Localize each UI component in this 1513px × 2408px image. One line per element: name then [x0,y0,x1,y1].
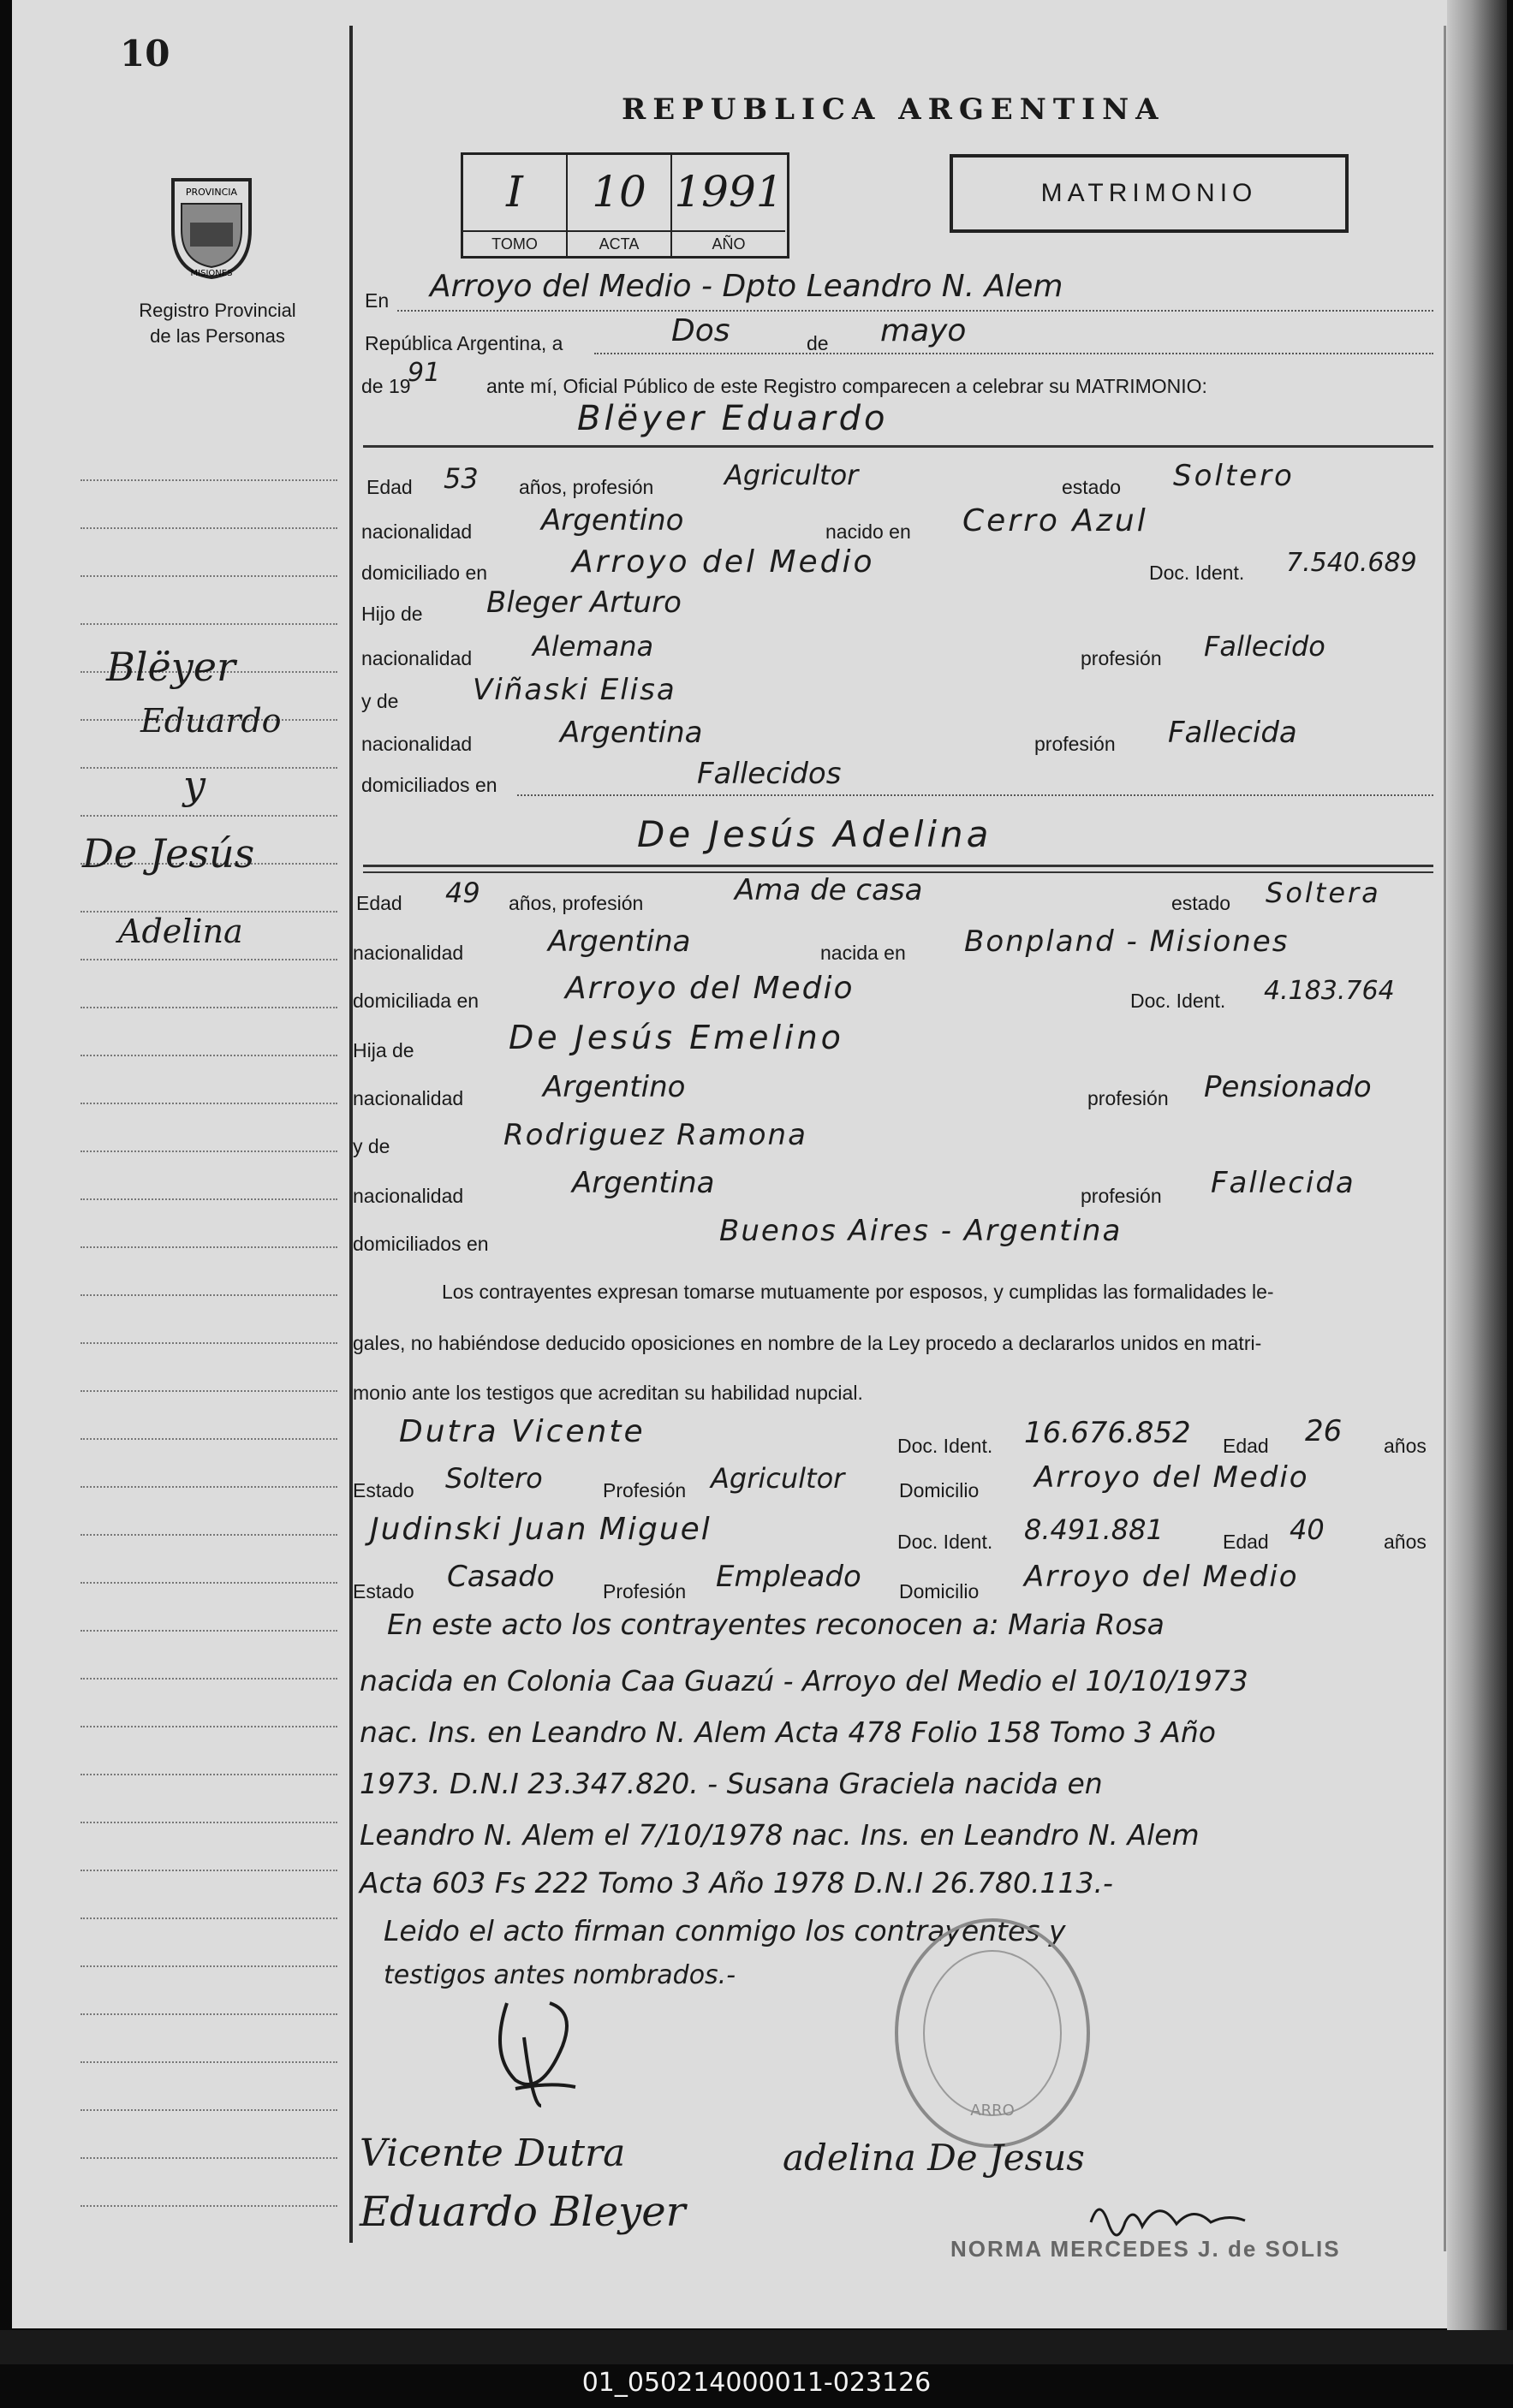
margin-bride-surname: De Jesús [82,830,255,877]
bride-parents-domicile: Buenos Aires - Argentina [719,1214,1123,1248]
bride-mother: Rodriguez Ramona [503,1118,807,1152]
note-line-4: 1973. D.N.I 23.347.820. - Susana Graciela nacida en [360,1767,1103,1800]
margin-divider [349,26,353,2243]
bride-father: De Jesús Emelino [509,1019,844,1056]
year-suffix: 91 [408,358,441,388]
registry-line1: Registro Provincial [139,300,296,321]
profesion-label-2: profesión [1034,733,1116,755]
bride-nationality: Argentina [548,925,691,959]
acta-cell [568,155,672,230]
note-line-6: Acta 603 Fs 222 Tomo 3 Año 1978 D.N.I 26.780.113.- [360,1866,1113,1900]
margin-groom-surname: Blëyer [106,644,235,690]
bride-father-profession: Pensionado [1204,1070,1372,1104]
witness1-doc: 16.676.852 [1024,1416,1191,1450]
scan-bottom-strip [0,2330,1513,2364]
provincial-seal-icon [164,169,259,281]
nacionalidad-label-2: nacionalidad [361,647,473,669]
bride-y-de-label: y de [353,1135,390,1157]
right-border [1444,26,1446,2251]
bride-nacionalidad-label-3: nacionalidad [353,1185,464,1207]
margin-conjunction: y [183,762,206,808]
note-line-1: En este acto los contrayentes reconocen a: Maria Rosa [387,1608,1165,1641]
seal-top-text: PROVINCIA [185,187,238,198]
witness1-profesion-label: Profesión [603,1479,687,1501]
doc-ident-label: Doc. Ident. [1149,562,1245,584]
hijo-de-label: Hijo de [361,603,423,625]
witness1-anos-label: años [1384,1435,1427,1457]
registry-line2: de las Personas [150,325,285,347]
groom-mother-nationality: Argentina [560,716,703,750]
witness1-domicilio-label: Domicilio [899,1479,980,1501]
witness2-profesion-label: Profesión [603,1580,687,1602]
bride-mother-nationality: Argentina [572,1166,715,1200]
witness1-age: 26 [1305,1414,1343,1448]
bride-name: De Jesús Adelina [637,813,992,855]
registry-name [89,298,346,349]
acta-value: 10 [592,167,646,217]
seal-bottom-text: MISIONES [190,269,233,278]
groom-mother: Viñaski Elisa [473,673,676,707]
groom-father: Bleger Arturo [486,586,682,620]
bride-domiciliados-en-label: domiciliados en [353,1233,489,1255]
bride-nacionalidad-label-2: nacionalidad [353,1087,464,1109]
bride-profession: Ama de casa [735,873,923,907]
groom-father-profession: Fallecido [1204,630,1325,663]
witness1-name: Dutra Vicente [399,1414,646,1449]
acta-label: ACTA [568,230,672,256]
groom-parents-domicile: Fallecidos [697,757,842,791]
nacida-en-label: nacida en [820,942,906,964]
certificate-page [12,0,1472,2328]
year-prefix: de 19 [361,375,411,397]
bride-edad-label: Edad [356,892,402,914]
book-reference-box [461,152,789,259]
page-number: 10 [120,33,170,74]
witness2-profession: Empleado [716,1560,861,1594]
bride-nacionalidad-label: nacionalidad [353,942,464,964]
republica-label: República Argentina, a [365,332,563,354]
witness2-edad-label: Edad [1223,1531,1269,1553]
declaration-line-1: Los contrayentes expresan tomarse mutuamente por esposos, y cumplidas las formalidades le- [442,1281,1274,1303]
month-value: mayo [880,313,967,348]
witness2-anos-label: años [1384,1531,1427,1553]
witness2-domicilio-label: Domicilio [899,1580,980,1602]
domiciliado-en-label: domiciliado en [361,562,488,584]
groom-birthplace: Cerro Azul [962,503,1148,538]
ano-cell [672,155,785,230]
domiciliados-en-label: domiciliados en [361,774,497,796]
de-label: de [807,332,829,354]
bride-mother-profession: Fallecida [1211,1166,1355,1200]
groom-age: 53 [444,462,479,495]
official-stamp-icon [890,1913,1095,2153]
groom-name: Blëyer Eduardo [577,399,889,438]
declaration-line-2: gales, no habiéndose deducido oposiciones en nombre de la Ley procedo a declararlos unidos en matri- [353,1332,1262,1354]
intro-text: ante mí, Oficial Público de este Registro comparecen a celebrar su MATRIMONIO: [486,375,1207,397]
bride-rule-top [363,865,1433,867]
note-line-3: nac. Ins. en Leandro N. Alem Acta 478 Folio 158 Tomo 3 Año [360,1715,1216,1749]
en-label: En [365,289,390,312]
anos-profesion-label: años, profesión [519,476,654,498]
groom-civil-status: Soltero [1173,459,1295,493]
groom-parents-line [517,794,1433,796]
tomo-label: TOMO [463,230,568,256]
tomo-cell [463,155,568,230]
groom-rule [363,445,1433,448]
signature-groom: Eduardo Bleyer [360,2188,686,2236]
bride-doc-ident-label: Doc. Ident. [1130,990,1226,1012]
margin-bride-name: Adelina [118,913,243,950]
witness1-estado-label: Estado [353,1479,414,1501]
nacionalidad-label-3: nacionalidad [361,733,473,755]
record-type-box: MATRIMONIO [950,154,1349,233]
ano-value: 1991 [674,167,783,217]
bride-civil-status: Soltera [1266,877,1381,909]
bride-estado-label: estado [1171,892,1231,914]
officiant-signature-icon [481,1986,593,2114]
witness1-edad-label: Edad [1223,1435,1269,1457]
groom-domicile: Arroyo del Medio [572,544,875,580]
stamp-text: ARRO [970,2102,1015,2120]
witness2-status: Casado [447,1560,555,1594]
bride-father-nationality: Argentino [543,1070,686,1104]
signature-witness1: Vicente Dutra [360,2132,626,2175]
book-page-edge [1447,0,1507,2363]
bride-age: 49 [445,877,480,909]
signature-bride: adelina De Jesus [783,2137,1085,2179]
witness2-age: 40 [1290,1513,1325,1546]
bride-anos-profesion-label: años, profesión [509,892,644,914]
footer-image-id: 01_050214000011-023126 [581,2368,932,2398]
y-de-label: y de [361,690,399,712]
tomo-value: I [506,167,523,217]
edad-label: Edad [366,476,413,498]
witness2-name: Judinski Juan Miguel [370,1512,712,1547]
note-line-2: nacida en Colonia Caa Guazú - Arroyo del Medio el 10/10/1973 [360,1664,1248,1697]
day-value: Dos [671,313,730,348]
nacido-en-label: nacido en [825,520,911,543]
bride-domicile: Arroyo del Medio [565,971,855,1006]
hija-de-label: Hija de [353,1039,414,1061]
place-line [397,310,1433,312]
bride-doc: 4.183.764 [1264,976,1395,1006]
bride-profesion-label: profesión [1087,1087,1169,1109]
witness1-domicile: Arroyo del Medio [1034,1460,1309,1495]
groom-profession: Agricultor [724,459,859,491]
groom-nationality: Argentino [541,503,684,538]
margin-groom-name: Eduardo [140,702,282,740]
note-line-5: Leandro N. Alem el 7/10/1978 nac. Ins. en Leandro N. Alem [360,1818,1200,1852]
groom-mother-profession: Fallecida [1168,716,1297,750]
declaration-line-3: monio ante los testigos que acreditan su habilidad nupcial. [353,1382,863,1404]
nacionalidad-label: nacionalidad [361,520,473,543]
bride-profesion-label-2: profesión [1081,1185,1162,1207]
profesion-label: profesión [1081,647,1162,669]
ano-label: AÑO [672,230,785,256]
place-value: Arroyo del Medio - Dpto Leandro N. Alem [430,269,1063,304]
groom-father-nationality: Alemana [533,630,654,663]
witness2-domicile: Arroyo del Medio [1024,1560,1299,1594]
witness1-doc-label: Doc. Ident. [897,1435,993,1457]
domiciliada-en-label: domiciliada en [353,990,480,1012]
country-title: REPUBLICA ARGENTINA [622,92,1165,127]
witness2-estado-label: Estado [353,1580,414,1602]
witness1-status: Soltero [445,1462,543,1495]
note-line-8: testigos antes nombrados.- [384,1960,736,1990]
officer-name: NORMA MERCEDES J. de SOLIS [950,2236,1341,2262]
groom-doc: 7.540.689 [1286,548,1417,578]
estado-label: estado [1062,476,1122,498]
witness1-profession: Agricultor [711,1462,845,1495]
date-line [594,353,1433,354]
bride-birthplace: Bonpland - Misiones [964,925,1290,959]
witness2-doc-label: Doc. Ident. [897,1531,993,1553]
witness2-doc: 8.491.881 [1024,1513,1164,1546]
note-line-7: Leido el acto firman conmigo los contrayentes y [384,1914,1066,1947]
